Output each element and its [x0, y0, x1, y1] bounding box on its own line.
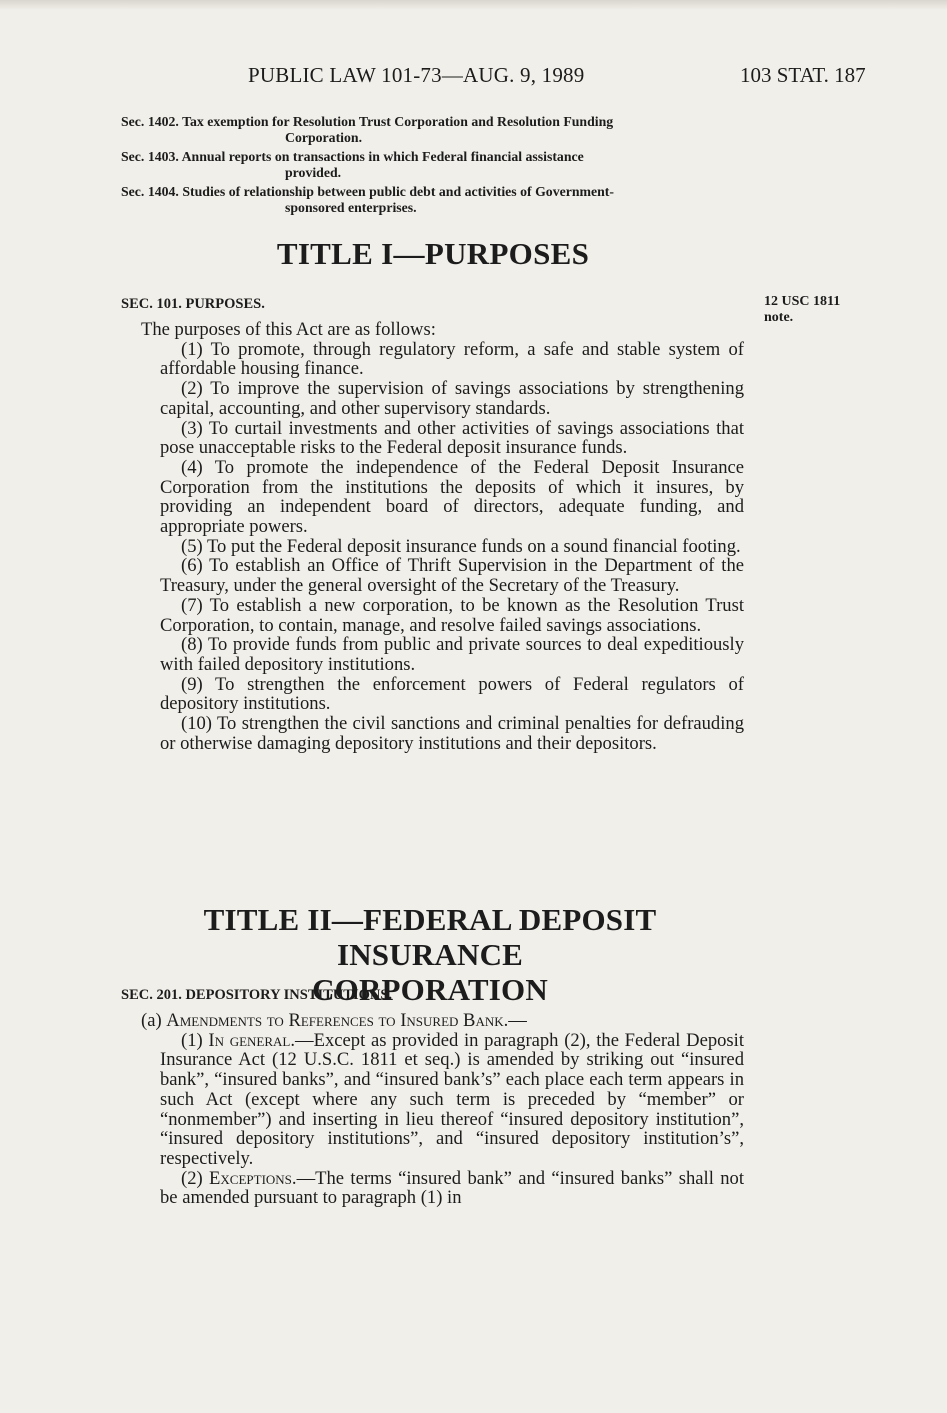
margin-note-citation: 12 USC 1811	[764, 294, 841, 309]
paragraph-2-number: (2)	[181, 1167, 210, 1189]
purpose-item: (2) To improve the supervision of savings associations by strengthening capital, accounting, and other supervisory standards.	[160, 378, 744, 419]
purpose-item: (9) To strengthen the enforcement powers of Federal regulators of depository institutions.	[160, 673, 744, 715]
sec-101-heading: SEC. 101. PURPOSES.	[121, 296, 265, 312]
toc-number: Sec. 1403.	[121, 149, 179, 164]
toc-item	[121, 184, 745, 216]
purpose-item: (4) To promote the independence of the Federal Deposit Insurance Corporation from the institutions the deposits of which it insures, by providing an independent board of directors, adequate funding, and appropriate powers.	[160, 456, 744, 538]
purpose-item: (8) To provide funds from public and private sources to deal expeditiously with failed depository institutions.	[160, 634, 744, 675]
toc-number: Sec. 1404.	[121, 184, 179, 199]
title-ii-line-1: TITLE II—FEDERAL DEPOSIT INSURANCE	[203, 902, 657, 972]
purpose-item: (5) To put the Federal deposit insurance funds on a sound financial footing.	[181, 535, 741, 557]
toc-text-continued: sponsored enterprises.	[285, 200, 417, 215]
purpose-item: (7) To establish a new corporation, to be known as the Resolution Trust Corporation, to contain, manage, and resolve failed savings associations.	[160, 594, 744, 636]
toc-number: Sec. 1402.	[121, 114, 179, 129]
paragraph-2-text: —The terms “insured bank” and “insured banks” shall not be amended pursuant to paragraph (1) in	[160, 1167, 744, 1209]
margin-note	[764, 294, 874, 326]
running-header-page: 103 STAT. 187	[740, 63, 866, 87]
title-ii-line-2: CORPORATION	[312, 972, 548, 1007]
toc-item	[121, 114, 745, 146]
running-header-title: PUBLIC LAW 101-73—AUG. 9, 1989	[248, 63, 585, 87]
paragraph-1-number: (1)	[181, 1029, 209, 1051]
toc-text: Annual reports on transactions in which Federal financial assistance	[181, 149, 584, 164]
subsection-a-heading: Amendments to References to Insured Bank.	[166, 1010, 509, 1031]
scan-edge	[0, 0, 947, 10]
paragraph-1	[160, 1031, 744, 1169]
sec-201-heading: SEC. 201. DEPOSITORY INSTITUTIONS.	[121, 987, 393, 1003]
subsection-a-prefix: (a)	[141, 1010, 167, 1031]
toc-text: Tax exemption for Resolution Trust Corporation and Resolution Funding	[182, 114, 614, 129]
purpose-item: (6) To establish an Office of Thrift Supervision in the Department of the Treasury, under the general oversight of the Secretary of the Treasury.	[160, 555, 744, 597]
toc-item	[121, 149, 745, 181]
table-of-contents	[121, 114, 745, 219]
paragraph-1-heading: In general.	[208, 1029, 296, 1051]
toc-text: Studies of relationship between public debt and activities of Government-	[182, 184, 614, 199]
purpose-item: (1) To promote, through regulatory reform, a safe and stable system of affordable housing finance.	[160, 338, 744, 380]
paragraph-1-text: —Except as provided in paragraph (2), the Federal Deposit Insurance Act (12 U.S.C. 1811 et seq.) is amended by striking out “insured bank”, “insured banks”, and “insured bank’s” each place each term appears in such Act (except where any such term is preceded by “member” or “nonmember”) and inserting in lieu thereof “insured depository institution”, “insured depository institutions”, and “insured depository institution’s”, respectively.	[160, 1029, 744, 1169]
subsection-a	[141, 1011, 744, 1031]
sec-201-body	[141, 1011, 744, 1208]
paragraph-2	[160, 1169, 744, 1208]
subsection-a-dash: —	[508, 1010, 527, 1031]
toc-text-continued: provided.	[285, 165, 342, 180]
purpose-item: (10) To strengthen the civil sanctions and criminal penalties for defrauding or otherwise damaging depository institutions and their depositors.	[160, 713, 744, 754]
sec-101-body	[141, 320, 744, 753]
purposes-intro: The purposes of this Act are as follows:	[141, 319, 436, 340]
margin-note-label: note.	[764, 310, 794, 325]
paragraph-2-heading: Exceptions.	[209, 1167, 297, 1189]
title-i-heading: TITLE I—PURPOSES	[276, 236, 590, 271]
toc-text-continued: Corporation.	[285, 130, 363, 145]
purpose-item: (3) To curtail investments and other activities of savings associations that pose unacceptable risks to the Federal deposit insurance funds.	[160, 417, 744, 459]
